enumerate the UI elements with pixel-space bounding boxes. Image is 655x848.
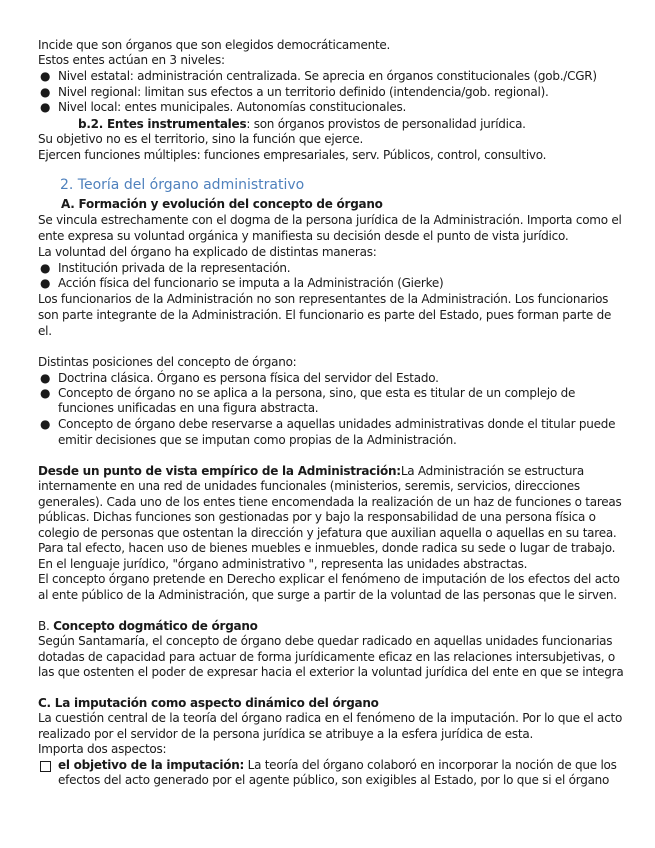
text-line: La voluntad del órgano ha explicado de distintas maneras:: [38, 245, 377, 259]
bullet: ●: [40, 261, 51, 275]
text-line: Nivel estatal: administración centralizada. Se aprecia en órganos constitucionales (gob./CGR): [58, 69, 597, 83]
inline-heading: Desde un punto de vista empírico de la Administración:: [38, 464, 401, 478]
text-line: Concepto de órgano debe reservarse a aquellas unidades administrativas donde el titular puede: [58, 417, 616, 431]
text-line: internamente en una red de unidades funcionales (ministerios, seremis, servicios, direcciones: [38, 479, 580, 493]
text-line: colegio de personas que ostentan la dirección y jefatura que auxilian aquella o aquellas en su tarea.: [38, 526, 617, 540]
text-line: El concepto órgano pretende en Derecho explicar el fenómeno de imputación de los efectos del acto: [38, 572, 620, 586]
text-line: Doctrina clásica. Órgano es persona física del servidor del Estado.: [58, 371, 439, 385]
text-line: Importa dos aspectos:: [38, 742, 167, 756]
text-line: dotadas de capacidad para actuar de forma jurídicamente eficaz en las relaciones intersubjetivas, o: [38, 650, 615, 664]
text-line: efectos del acto generado por el agente público, son exigibles al Estado, por lo que si el órgano: [58, 773, 610, 787]
text-line: generales). Cada uno de los entes tiene encomendada la realización de un haz de funciones o tareas: [38, 495, 622, 509]
text-span: : son órganos provistos de personalidad jurídica.: [246, 117, 526, 131]
text-line: Incide que son órganos que son elegidos democráticamente.: [38, 38, 391, 52]
text-span: La teoría del órgano colaboró en incorporar la noción de que los: [244, 758, 617, 772]
text-line: emitir decisiones que se imputan como propias de la Administración.: [58, 433, 457, 447]
text-line: Concepto de órgano no se aplica a la persona, sino, que esta es titular de un complejo de: [58, 386, 576, 400]
text-line: [38, 464, 584, 479]
text-line: Ejercen funciones múltiples: funciones empresariales, serv. Públicos, control, consultivo.: [38, 148, 547, 162]
inline-heading: el objetivo de la imputación:: [58, 758, 245, 772]
checkbox-bullet: [40, 758, 52, 773]
checkbox-icon: [40, 761, 51, 772]
subheading-line: [78, 117, 526, 132]
text-line: ente expresa su voluntad orgánica y manifiesta su decisión desde el punto de vista jurídico.: [38, 229, 569, 243]
text-line: Distintas posiciones del concepto de órgano:: [38, 355, 297, 369]
subsection-heading: [38, 619, 258, 634]
text-line: Nivel regional: limitan sus efectos a un territorio definido (intendencia/gob. regional).: [58, 85, 549, 99]
text-line: al ente público de la Administración, que surge a partir de la voluntad de las personas que le sirven.: [38, 588, 617, 602]
subsection-heading: [61, 197, 383, 212]
subsection-title: Concepto dogmático de órgano: [53, 619, 258, 633]
bullet: ●: [40, 386, 51, 400]
section-heading: 2. Teoría del órgano administrativo: [60, 177, 305, 193]
bullet: ●: [40, 85, 51, 99]
text-line: Se vincula estrechamente con el dogma de la persona jurídica de la Administración. Importa como el: [38, 213, 622, 227]
text-span: B.: [38, 619, 54, 633]
bullet: ●: [40, 69, 51, 83]
text-line: Acción física del funcionario se imputa a la Administración (Gierke): [58, 276, 444, 290]
bullet: ●: [40, 417, 51, 431]
bullet: ●: [40, 100, 51, 114]
text-line: Institución privada de la representación.: [58, 261, 291, 275]
subsection-heading: [38, 696, 379, 711]
text-line: funciones unificadas en una figura abstracta.: [58, 401, 319, 415]
bullet: ●: [40, 276, 51, 290]
text-line: La cuestión central de la teoría del órgano radica en el fenómeno de la imputación. Por lo que el acto: [38, 711, 623, 725]
text-line: [58, 758, 617, 773]
text-line: En el lenguaje jurídico, "órgano administrativo ", representa las unidades abstractas.: [38, 557, 528, 571]
bullet: ●: [40, 371, 51, 385]
text-span: La Administración se estructura: [400, 464, 584, 478]
subsection-title: A. Formación y evolución del concepto de órgano: [61, 197, 383, 211]
text-line: públicas. Dichas funciones son gestionadas por y bajo la responsabilidad de una persona física o: [38, 510, 596, 524]
text-line: el.: [38, 324, 52, 338]
subsection-title: C. La imputación como aspecto dinámico del órgano: [38, 696, 379, 710]
text-line: las que ostenten el poder de expresar hacia el exterior la voluntad jurídica del ente en que se integra: [38, 665, 624, 679]
text-line: Los funcionarios de la Administración no son representantes de la Administración. Los funcionarios: [38, 292, 609, 306]
text-line: Estos entes actúan en 3 niveles:: [38, 53, 225, 67]
text-line: Según Santamaría, el concepto de órgano debe quedar radicado en aquellas unidades funcionarias: [38, 634, 613, 648]
subheading: b.2. Entes instrumentales: [78, 117, 247, 131]
text-line: realizado por el servidor de la persona jurídica se atribuye a la esfera jurídica de esta.: [38, 727, 534, 741]
text-line: Para tal efecto, hacen uso de bienes muebles e inmuebles, donde radica su sede o lugar de trabajo.: [38, 541, 616, 555]
text-line: Nivel local: entes municipales. Autonomías constitucionales.: [58, 100, 407, 114]
text-line: son parte integrante de la Administración. El funcionario es parte del Estado, pues forman parte de: [38, 308, 612, 322]
text-line: Su objetivo no es el territorio, sino la función que ejerce.: [38, 132, 364, 146]
